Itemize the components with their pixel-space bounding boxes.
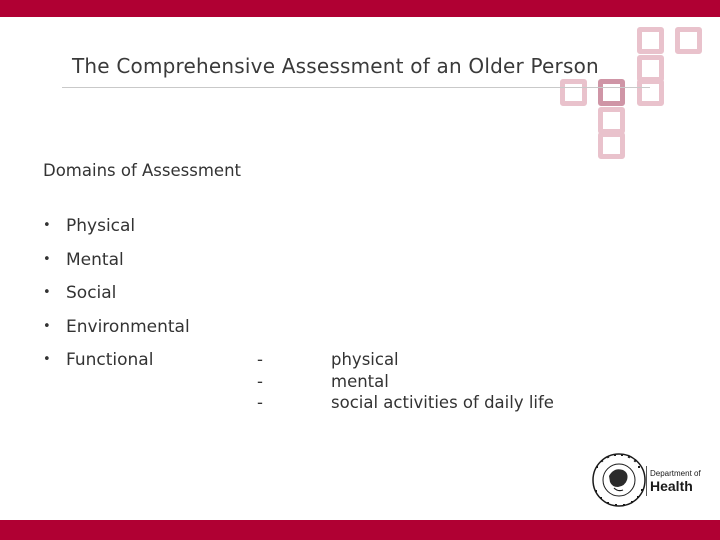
bullet-icon: • [43, 352, 51, 368]
title-divider [62, 87, 650, 88]
department-logo-text [650, 469, 701, 494]
bullet-icon: • [43, 251, 51, 267]
list-item-label: Environmental [66, 316, 190, 337]
bullet-icon: • [43, 218, 51, 233]
list-item-label: Physical [66, 216, 136, 236]
subitem-social-adl: social activities of daily life [331, 393, 554, 412]
section-heading: Domains of Assessment [43, 161, 241, 180]
functional-dashes [257, 349, 263, 414]
logo-line-2: Health [650, 478, 693, 494]
functional-subitems [331, 349, 554, 414]
dash-marker: - [257, 371, 263, 391]
logo-line-1: Department of [650, 469, 701, 478]
top-accent-bar [0, 0, 720, 17]
subitem-physical: physical [331, 350, 399, 369]
bottom-accent-bar [0, 520, 720, 540]
slide-title: The Comprehensive Assessment of an Older Person [72, 54, 599, 78]
list-item-label: Social [66, 283, 117, 304]
bullet-icon: • [43, 318, 51, 334]
list-item-label: Mental [66, 249, 124, 270]
dash-marker: - [257, 350, 263, 369]
logo-divider [646, 466, 647, 496]
bullet-icon: • [43, 285, 51, 301]
list-item-label: Functional [66, 350, 154, 371]
subitem-mental: mental [331, 371, 389, 391]
decorative-squares-graphic [0, 0, 720, 170]
dash-marker: - [257, 393, 263, 412]
